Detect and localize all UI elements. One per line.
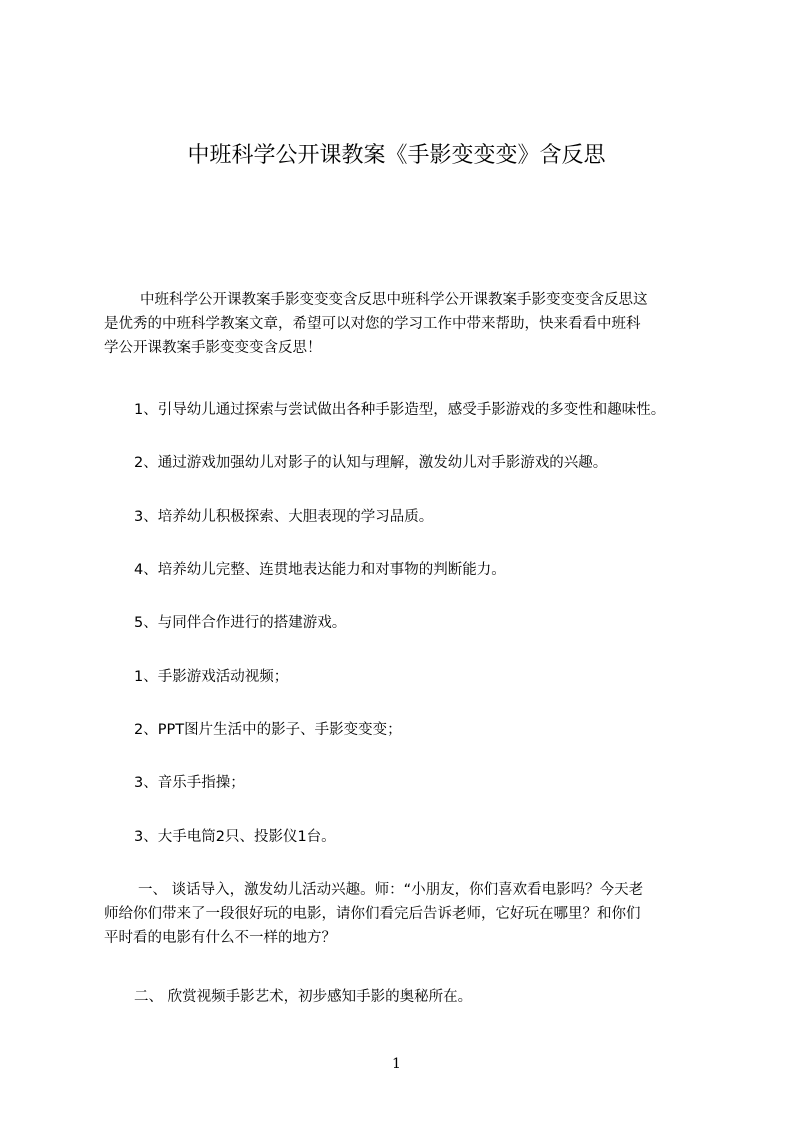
material-item-1: 1、手影游戏活动视频； (134, 669, 289, 685)
goal-item-4: 4、培养幼儿完整、连贯地表达能力和对事物的判断能力。 (134, 562, 506, 578)
material-item-2: 2、PPT图片生活中的影子、手影变变变； (134, 722, 402, 738)
document-title: 中班科学公开课教案《手影变变变》含反思 (187, 143, 606, 168)
goal-item-3: 3、培养幼儿积极探索、大胆表现的学习品质。 (134, 509, 434, 525)
page-number: 1 (392, 1056, 401, 1072)
step-line: 一、 谈话导入，激发幼儿活动兴趣。师：“小朋友，你们喜欢看电影吗？今天老 (138, 882, 644, 898)
process-step-1 (104, 878, 643, 950)
intro-line: 中班科学公开课教案手影变变变含反思中班科学公开课教案手影变变变含反思这 (140, 292, 648, 308)
intro-paragraph (104, 288, 648, 360)
goal-item-5: 5、与同伴合作进行的搭建游戏。 (134, 615, 347, 631)
intro-line: 学公开课教案手影变变变含反思！ (104, 340, 322, 356)
step-line: 师给你们带来了一段很好玩的电影，请你们看完后告诉老师，它好玩在哪里？和你们 (104, 906, 641, 922)
process-step-2: 二、 欣赏视频手影艺术，初步感知手影的奥秘所在。 (134, 989, 473, 1005)
step-line: 平时看的电影有什么不一样的地方？ (104, 930, 336, 946)
material-item-3: 3、音乐手指操； (134, 775, 245, 791)
intro-line: 是优秀的中班科学教案文章，希望可以对您的学习工作中带来帮助，快来看看中班科 (104, 316, 641, 332)
goal-item-1: 1、引导幼儿通过探索与尝试做出各种手影造型，感受手影游戏的多变性和趣味性。 (134, 402, 666, 418)
material-item-4: 3、大手电筒2只、投影仪1台。 (134, 829, 336, 845)
goal-item-2: 2、通过游戏加强幼儿对影子的认知与理解，激发幼儿对手影游戏的兴趣。 (134, 455, 608, 471)
